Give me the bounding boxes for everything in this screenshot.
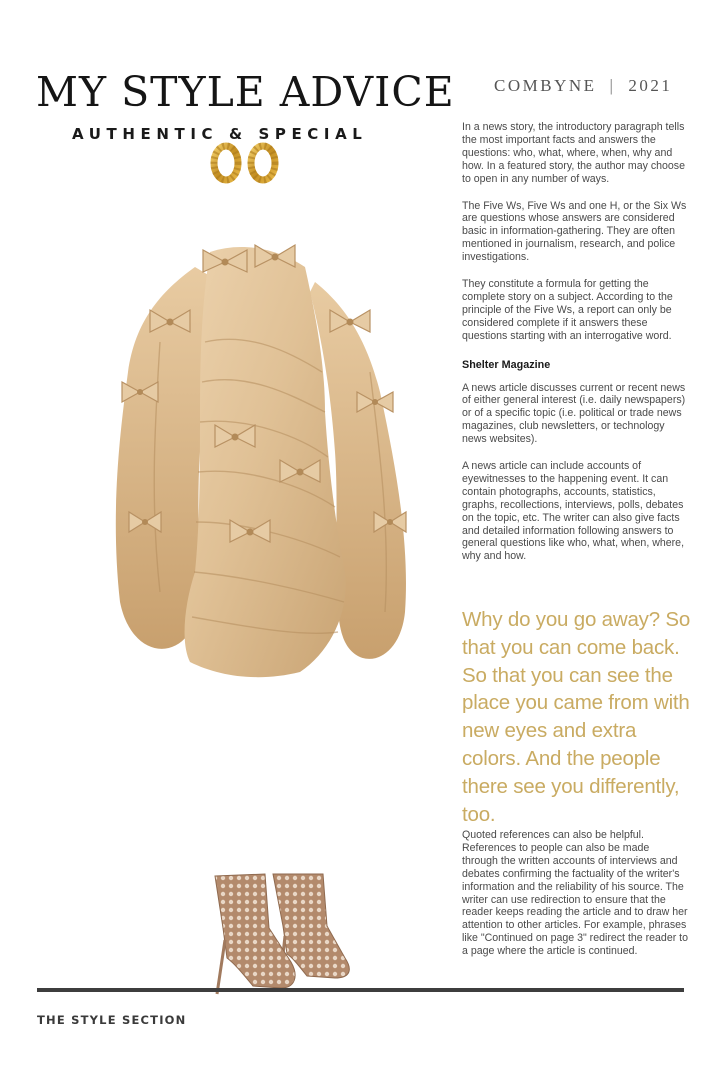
formula-paragraph: They constitute a formula for getting the complete story on a subject. According to the principle of the Five Ws, a report can only be considered complete if it answers these questions starting with an interrogative word.	[462, 278, 673, 342]
brand-separator: |	[609, 76, 616, 95]
intro-paragraph: In a news story, the introductory paragraph tells the most important facts and answers the questions: who, what, where, when, why and how. In a featured story, the author may choose to open in any number of ways.	[462, 121, 685, 185]
footer-rule	[37, 988, 684, 992]
pull-quote: Why do you go away? So that you can come back. So that you can see the place you came from with new eyes and extra colors. And the people there see you differently, too.	[462, 608, 691, 826]
satin-bow-dress-image	[100, 222, 430, 686]
five-ws-paragraph: The Five Ws, Five Ws and one H, or the Six Ws are questions whose answers are considered basic in information-gathering. They are often mentioned in journalism, research, and police investigations.	[462, 199, 687, 264]
news-article-paragraph: A news article discusses current or recent news of either general interest (i.e. daily newspapers) or of a specific topic (i.e. political or trade news magazines, club newsletters, or technology news websites).	[462, 381, 686, 446]
brand-line	[494, 76, 672, 96]
footer-label: THE STYLE SECTION	[37, 1013, 187, 1027]
laser-cut-boots-image	[195, 866, 365, 1000]
closing-paragraph: Quoted references can also be helpful. References to people can also be made through the written accounts of interviews and debates confirming the factuality of the writer's information and the reliability of his source. The writer can use redirection to ensure that the reader keeps reading the article and to draw her attention to other articles. For example, phrases like "Continued on page 3" redirect the reader to a page where the article is continued.	[462, 829, 689, 958]
section-heading: Shelter Magazine	[462, 358, 551, 371]
article-column	[462, 121, 688, 577]
brand-year: 2021	[628, 76, 673, 95]
eyewitness-paragraph: A news article can include accounts of eyewitnesses to the happening event. It can contain photographs, accounts, statistics, graphs, recollections, interviews, polls, debates on the topic, etc. The writer can also give facts and detailed information following answers to general questions like who, what, when, where, why and how.	[462, 460, 685, 563]
gold-hoop-earrings-image	[205, 140, 285, 190]
page-subtitle: AUTHENTIC & SPECIAL	[72, 125, 368, 143]
brand-name: COMBYNE	[494, 76, 597, 95]
page-title: MY STYLE ADVICE	[36, 68, 455, 116]
